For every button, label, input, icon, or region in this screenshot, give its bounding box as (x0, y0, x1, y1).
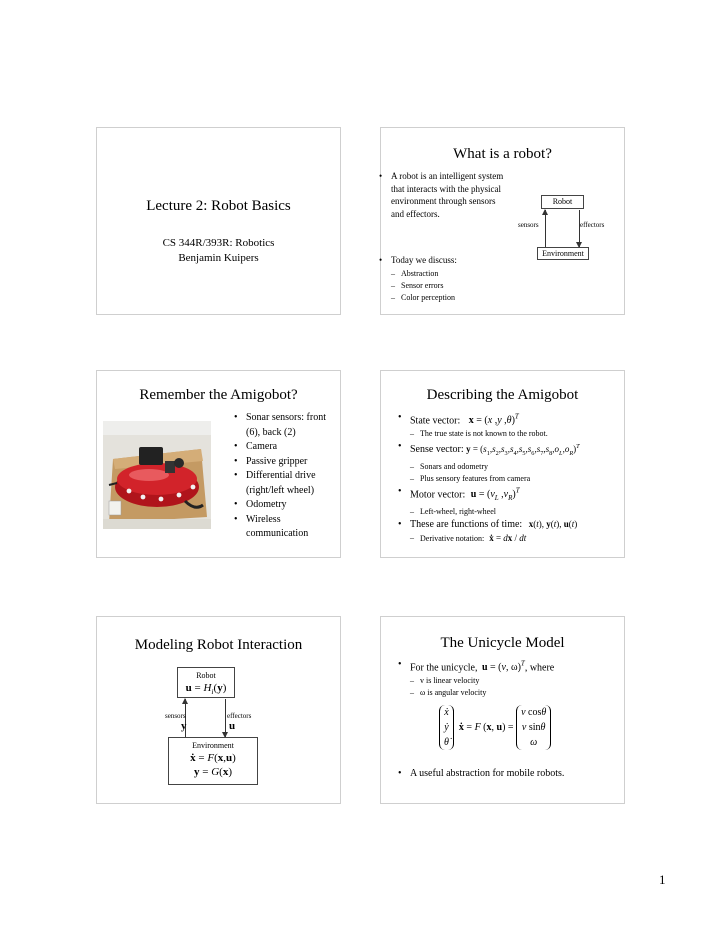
list-item: – ω is angular velocity (410, 687, 624, 699)
environment-equation-f: ẋ = F(x,u) (190, 752, 236, 764)
slide-2-bullets (379, 170, 504, 220)
slide-6-bullets-2 (398, 767, 624, 780)
environment-box-label: Environment (192, 741, 234, 750)
state-derivative-matrix: ẋ ẏ θ̇ (439, 705, 454, 750)
sensors-label: sensors (518, 221, 539, 229)
page-number: 1 (659, 872, 666, 887)
list-item: – v is linear velocity (410, 675, 624, 687)
unicycle-label: For the unicycle, (410, 662, 478, 674)
slide-4-title: Describing the Amigobot (426, 387, 579, 403)
bullet-functions-of-time (398, 518, 624, 545)
y-label: y (181, 720, 187, 732)
unicycle-matrix-equation: ẋ ẏ θ̇ ẋ = F (x, u) = v cosθ v sinθ ω (439, 705, 551, 750)
slide-1-title: Lecture 2: Robot Basics (146, 198, 291, 214)
bullet-useful-abstraction: • A useful abstraction for mobile robots. (398, 767, 624, 780)
list-item: – Left-wheel, right-wheel (410, 506, 624, 518)
slide-2-discuss (379, 254, 509, 304)
list-item: – The true state is not known to the robot. (410, 428, 624, 440)
slide-3-bullets (234, 411, 342, 542)
bullet-motor-vector (398, 485, 624, 518)
list-item: • Odometry (234, 498, 342, 513)
unicycle-formula: u = (v, ω)$^T$ (481, 660, 525, 674)
amigobot-photo (103, 421, 211, 529)
slide-5 (96, 616, 341, 804)
sensors-label: sensors (165, 712, 186, 720)
effectors-label: effectors (227, 712, 252, 720)
bullet-today (379, 254, 509, 304)
list-item: – Sonars and odometry (410, 461, 624, 473)
list-item: • Wireless communication (234, 513, 342, 542)
list-item: – Color perception (391, 292, 509, 304)
list-item: – Abstraction (391, 268, 509, 280)
slide-4-bullets (398, 411, 624, 545)
sensors-arrow (545, 210, 546, 247)
effectors-label: effectors (580, 221, 605, 229)
velocity-matrix: v cosθ v sinθ ω (516, 705, 551, 750)
list-item: • Differential drive (right/left wheel) (234, 469, 342, 498)
slide-6 (380, 616, 625, 804)
course-name: CS 344R/393R: Robotics (162, 237, 275, 249)
slide-6-bullets (398, 658, 624, 699)
sense-vector-label: Sense vector: (410, 444, 464, 456)
sense-vector-formula: $y = (s_1,s_2,s_3,s_4,s_5,s_6,s_7,s_8,o_L,o_R)^T$ (466, 443, 580, 458)
list-item: – Plus sensory features from camera (410, 473, 624, 485)
state-vector-label: State vector: (410, 415, 461, 427)
slide-2-title: What is a robot? (453, 146, 552, 162)
slide-2 (380, 127, 625, 315)
functions-of-time-subs (410, 532, 624, 545)
robot-box (177, 667, 235, 698)
derivative-notation-label: Derivative notation: (420, 534, 485, 544)
bullet-robot-definition (379, 170, 504, 220)
slide-6-title: The Unicycle Model (440, 635, 565, 651)
state-vector-subs (410, 428, 624, 440)
motor-vector-formula: $u = (v_L$ $,v_R)^T$ (470, 487, 520, 503)
robot-definition-text: A robot is an intelligent system that interacts with the physical environment through sensors and effectors. (391, 171, 504, 219)
discuss-list (391, 268, 509, 304)
state-vector-formula: x = (x ,y ,θ)$^T$ (468, 413, 519, 427)
effectors-arrow (225, 699, 226, 737)
bullet-state-vector (398, 411, 624, 440)
derivative-formula: ẋ = dx / dt (489, 533, 527, 544)
functions-of-time-label: These are functions of time: (410, 519, 523, 531)
motor-vector-label: Motor vector: (410, 489, 466, 501)
robot-box-label: Robot (196, 671, 216, 680)
robot-box: Robot (541, 195, 584, 209)
environment-box: Environment (537, 247, 589, 260)
robot-equation: $u = H_i(y)$ (185, 682, 227, 697)
bullet-sense-vector (398, 440, 624, 485)
list-item (410, 532, 624, 545)
slide-5-title: Modeling Robot Interaction (134, 637, 303, 653)
motor-vector-subs (410, 506, 624, 518)
author-name: Benjamin Kuipers (178, 252, 259, 264)
slide-4 (380, 370, 625, 558)
unicycle-tail: , where (524, 662, 555, 674)
unicycle-subs (410, 675, 624, 699)
slide-3 (96, 370, 341, 558)
today-text: Today we discuss: (391, 255, 457, 265)
environment-equation-g: y = G(x) (193, 766, 232, 778)
list-item: • Passive gripper (234, 455, 342, 470)
environment-box (168, 737, 258, 785)
functions-of-time-formula: x(t), y(t), u(t) (528, 519, 578, 530)
list-item: – Sensor errors (391, 280, 509, 292)
sense-vector-subs (410, 461, 624, 485)
u-label: u (229, 720, 236, 732)
list-item: • Sonar sensors: front (6), back (2) (234, 411, 342, 440)
slide-3-title: Remember the Amigobot? (139, 387, 298, 403)
list-item: • Camera (234, 440, 342, 455)
bullet-unicycle (398, 658, 624, 699)
slide-1 (96, 127, 341, 315)
